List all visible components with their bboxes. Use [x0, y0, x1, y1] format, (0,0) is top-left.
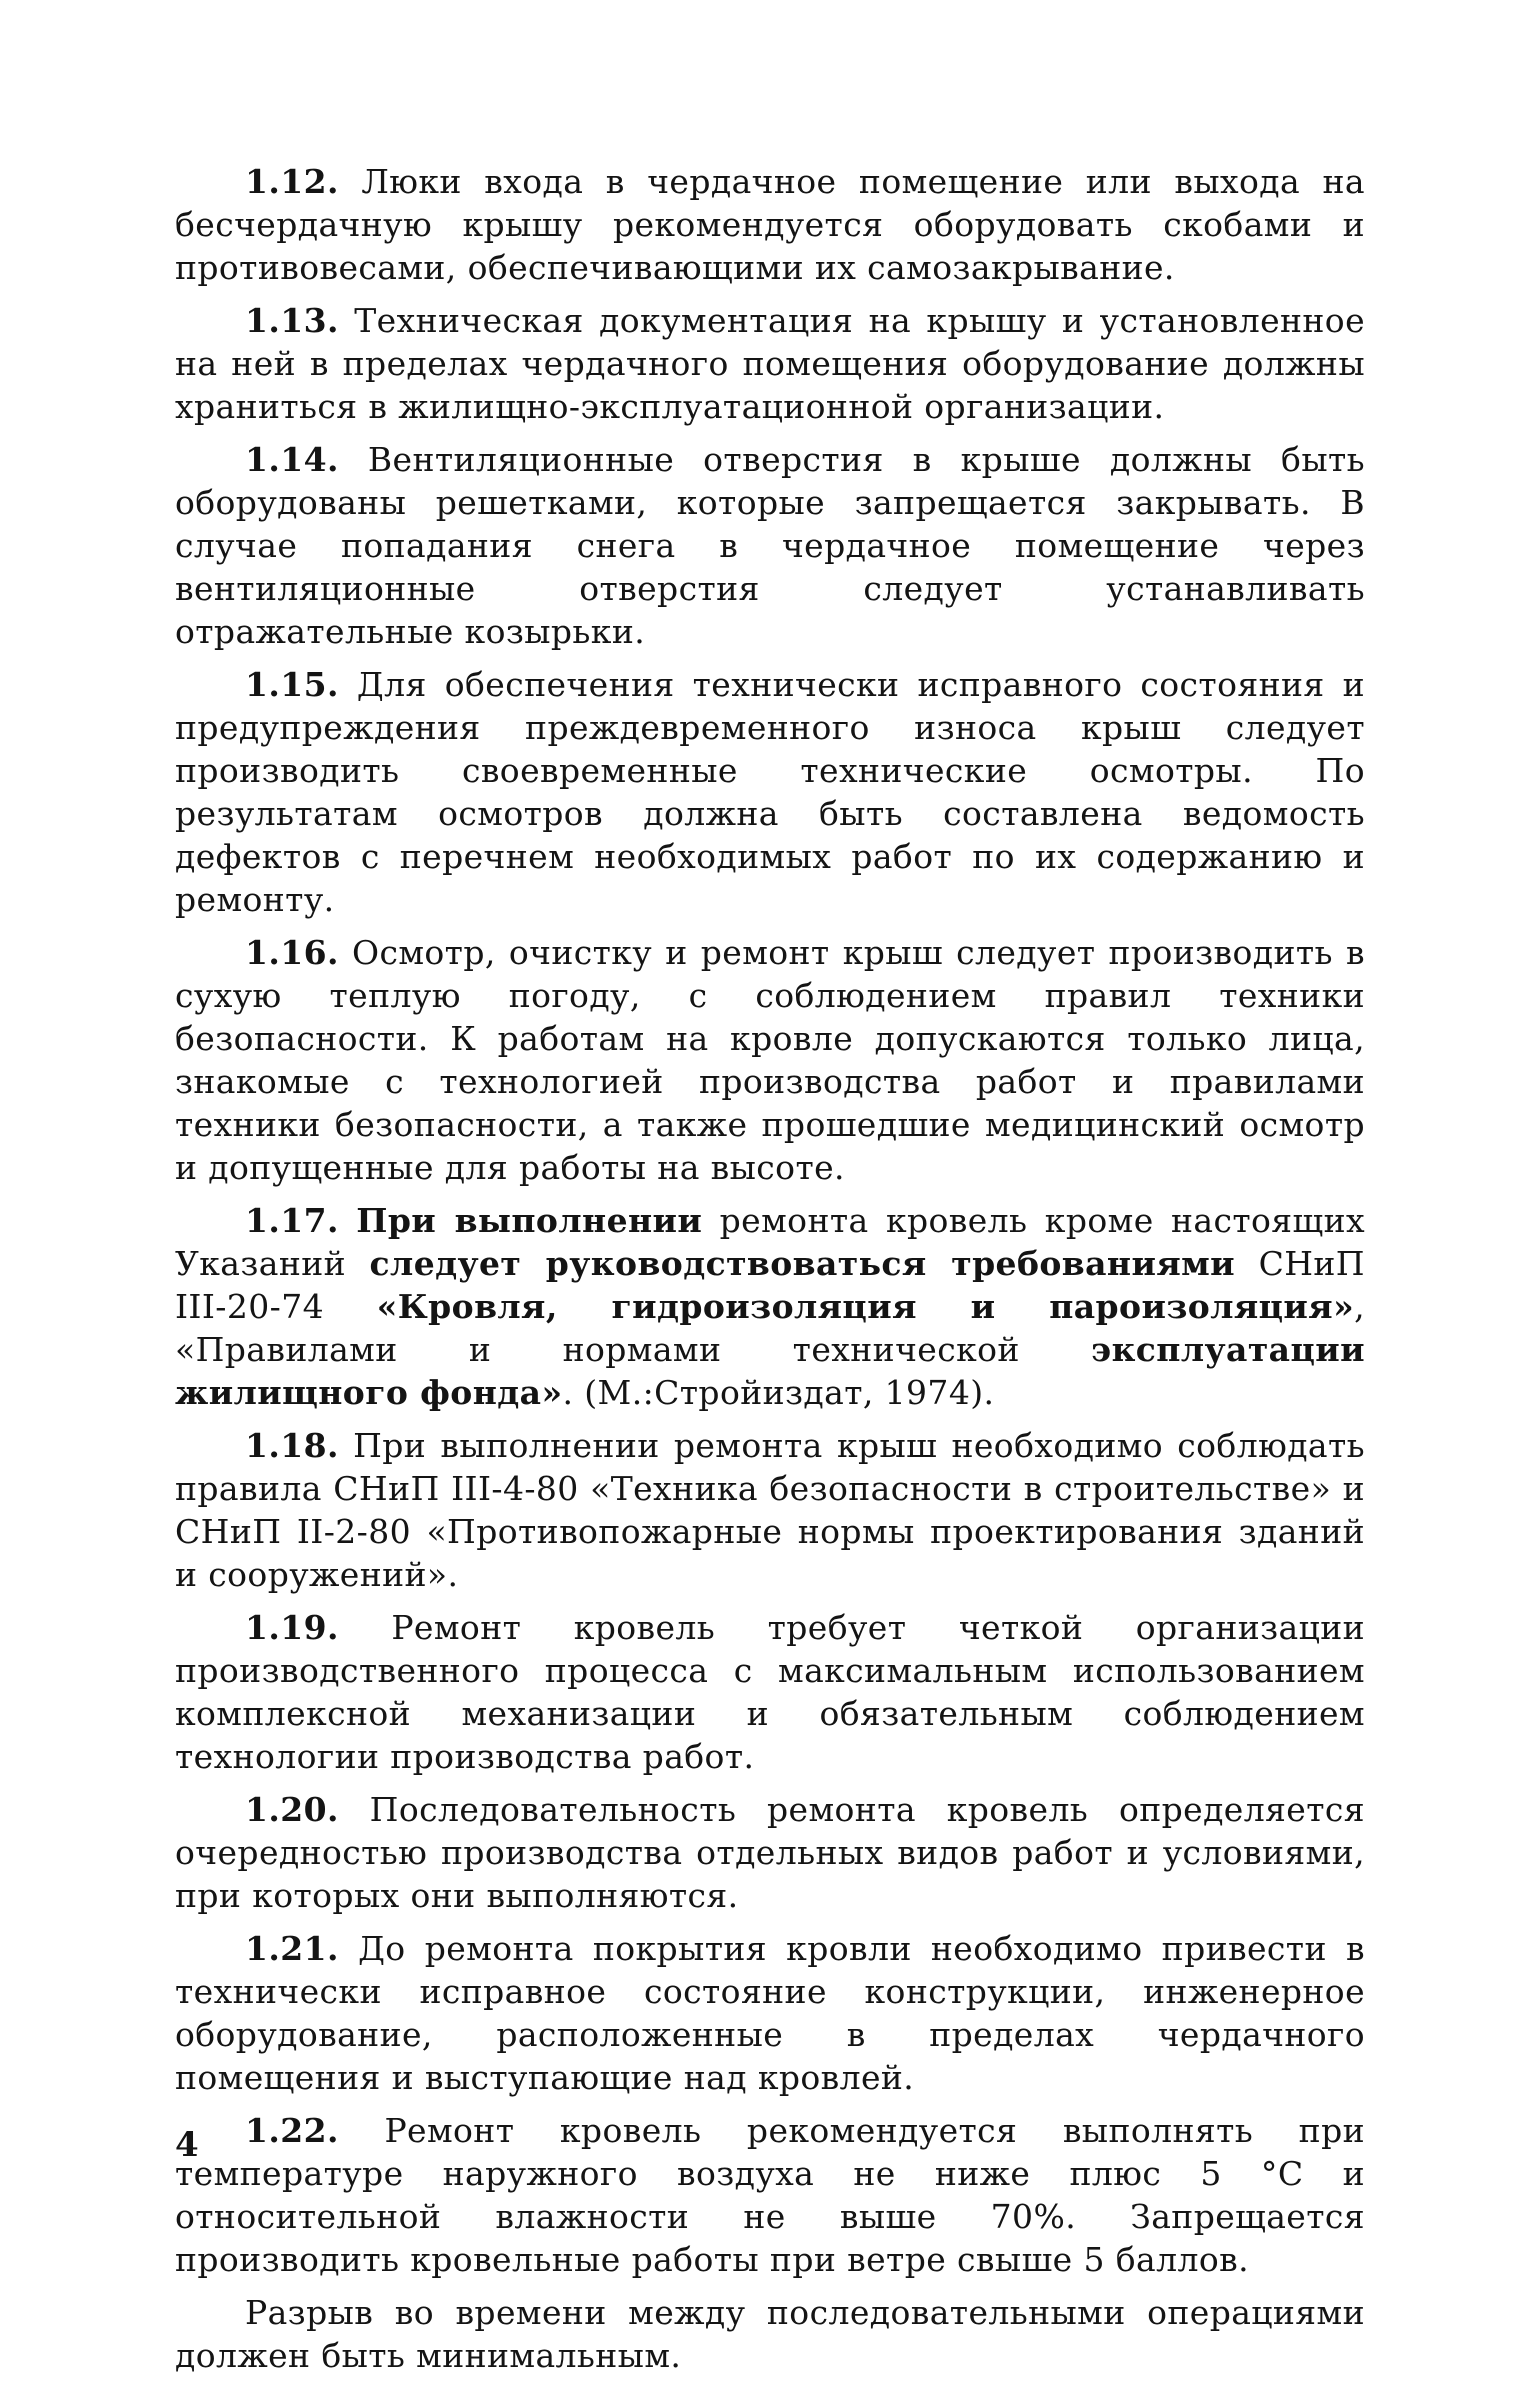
paragraph-text: ремонта кровель кроме настоящих Указаний: [175, 1201, 1365, 1283]
clause-number: 1.16.: [245, 933, 339, 972]
paragraph-1-19: [175, 1606, 1365, 1778]
emphasized-text: следует руководствоваться требованиями: [369, 1244, 1236, 1283]
emphasized-text: «Кровля, гидроизоляция и пароизоляция»: [376, 1287, 1355, 1326]
paragraph-text: Ремонт кровель требует четкой организации производственного процесса с максимальным использованием комплексной механизации и обязательным соблюдением технологии производства работ.: [175, 1608, 1365, 1776]
paragraph-text: Вентиляционные отверстия в крыше должны быть оборудованы решетками, которые запрещается закрывать. В случае попадания снега в чердачное помещение через вентиляционные отверстия следует устанавливать отражательные козырьки.: [175, 440, 1366, 651]
paragraph-1-21: [175, 1927, 1365, 2099]
paragraph-1-14: [175, 438, 1365, 653]
clause-number: 1.12.: [245, 162, 339, 201]
paragraph-text: Для обеспечения технически исправного состояния и предупреждения преждевременного износа крыш следует производить своевременные технические осмотры. По результатам осмотров должна быть составлена ведомость дефектов с перечнем необходимых работ по их содержанию и ремонту.: [175, 665, 1365, 919]
paragraph-text: Разрыв во времени между последовательными операциями должен быть минимальным.: [175, 2293, 1365, 2375]
paragraph-text: , «Правилами и нормами технической: [175, 1287, 1365, 1369]
paragraph-text: Последовательность ремонта кровель определяется очередностью производства отдельных видов работ и условиями, при которых они выполняются.: [175, 1790, 1365, 1915]
paragraph-text: Люки входа в чердачное помещение или выхода на бесчердачную крышу рекомендуется оборудовать скобами и противовесами, обеспечивающими их самозакрывание.: [175, 162, 1365, 287]
paragraph-1-15: [175, 663, 1365, 921]
clause-number: 1.13.: [245, 301, 339, 340]
paragraph-text: СНиП III-20-74: [175, 1244, 1365, 1326]
clause-number: 1.18.: [245, 1426, 339, 1465]
paragraph-1-22: [175, 2109, 1365, 2281]
clause-number: 1.17.: [245, 1201, 339, 1240]
paragraph-text: Ремонт кровель рекомендуется выполнять при температуре наружного воздуха не ниже плюс 5 °С и относительной влажности не выше 70%. Запрещается производить кровельные работы при ветре свыше 5 баллов.: [175, 2111, 1366, 2279]
document-body: [175, 160, 1365, 2387]
paragraph-1-20: [175, 1788, 1365, 1917]
paragraph-1-18: [175, 1424, 1365, 1596]
clause-number: 1.14.: [245, 440, 339, 479]
paragraph-text: Осмотр, очистку и ремонт крыш следует производить в сухую теплую погоду, с соблюдением правил техники безопасности. К работам на кровле допускаются только лица, знакомые с технологией производства работ и правилами техники безопасности, а также прошедшие медицинский осмотр и допущенные для работы на высоте.: [175, 933, 1365, 1187]
page-number: 4: [175, 2125, 199, 2165]
paragraph-text: . (М.:Стройиздат, 1974).: [562, 1373, 995, 1412]
clause-number: 1.22.: [245, 2111, 339, 2150]
paragraph-text: До ремонта покрытия кровли необходимо привести в технически исправное состояние конструкции, инженерное оборудование, расположенные в пределах чердачного помещения и выступающие над кровлей.: [175, 1929, 1366, 2097]
paragraph-1-17: [175, 1199, 1365, 1414]
paragraph-1-13: [175, 299, 1365, 428]
paragraph-1-16: [175, 931, 1365, 1189]
paragraph-continuation: [175, 2291, 1365, 2377]
paragraph-1-12: [175, 160, 1365, 289]
clause-number: 1.21.: [245, 1929, 339, 1968]
clause-number: 1.19.: [245, 1608, 339, 1647]
emphasized-text: При выполнении: [356, 1201, 703, 1240]
paragraph-text: При выполнении ремонта крыш необходимо соблюдать правила СНиП III-4-80 «Техника безопасности в строительстве» и СНиП II-2-80 «Противопожарные нормы проектирования зданий и сооружений».: [175, 1426, 1366, 1594]
clause-number: 1.15.: [245, 665, 339, 704]
clause-number: 1.20.: [245, 1790, 339, 1829]
paragraph-text: Техническая документация на крышу и установленное на ней в пределах чердачного помещения оборудование должны храниться в жилищно-эксплуатационной организации.: [175, 301, 1365, 426]
emphasized-text: эксплуатации жилищного фонда»: [175, 1330, 1365, 1412]
